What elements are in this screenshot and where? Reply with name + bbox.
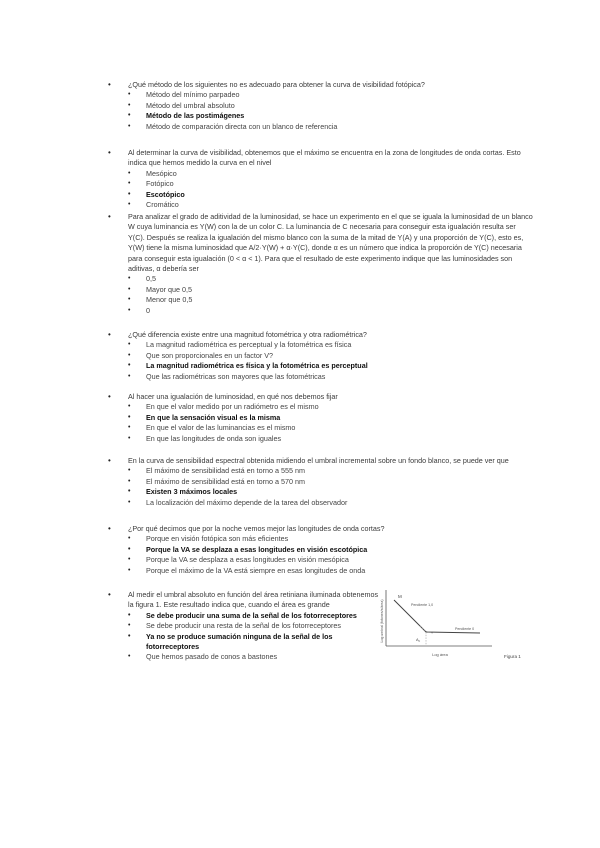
option-text: Método del umbral absoluto	[146, 100, 235, 110]
question-row	[108, 212, 533, 274]
question-text: ¿Qué método de los siguientes no es adecuado para obtener la curva de visibilidad fotópica?	[128, 80, 425, 89]
answer-option	[108, 361, 533, 371]
answer-option	[108, 477, 533, 487]
bullet-icon: •	[128, 91, 131, 99]
answer-option	[108, 190, 533, 200]
bullet-icon: •	[108, 456, 111, 465]
answer-option	[108, 295, 533, 305]
answer-option	[108, 90, 533, 100]
question-text: ¿Qué diferencia existe entre una magnitud fotométrica y otra radiométrica?	[128, 330, 367, 339]
answer-option	[108, 372, 533, 382]
threshold-area-plot	[380, 586, 540, 664]
x-axis-label: Log área	[432, 652, 448, 657]
option-list	[108, 466, 533, 508]
answer-option	[108, 423, 533, 433]
question-text: ¿Por qué decimos que por la noche vemos mejor las longitudes de onda cortas?	[128, 524, 385, 533]
option-text: Porque el máximo de la VA está siempre en esas longitudes de onda	[146, 565, 366, 575]
option-text: 0	[146, 305, 150, 315]
option-text: Se debe producir una resta de la señal de los fotorreceptores	[146, 621, 341, 631]
answer-option	[108, 434, 533, 444]
option-list	[108, 534, 533, 576]
bullet-icon: •	[128, 535, 131, 543]
bullet-icon: •	[108, 524, 111, 533]
option-text: 0,5	[146, 274, 156, 284]
option-text: Que son proporcionales en un factor V?	[146, 350, 274, 360]
bullet-icon: •	[108, 80, 111, 89]
option-list	[108, 611, 380, 663]
answer-option	[108, 200, 533, 210]
bullet-icon: •	[128, 434, 131, 442]
option-text: La magnitud radiométrica es física y la fotométrica es perceptual	[146, 361, 368, 371]
option-text: El máximo de sensibilidad está en torno a 555 nm	[146, 466, 306, 476]
option-text: Método de comparación directa con un blanco de referencia	[146, 121, 338, 131]
bullet-icon: •	[128, 424, 131, 432]
option-text: Mesópico	[146, 168, 177, 178]
answer-option	[108, 566, 533, 576]
m-label: M	[398, 594, 402, 599]
question-text: Al medir el umbral absoluto en función del área retiniana iluminada obtenemos la figura 1. Este resultado indica que, cuando el área es grande	[128, 590, 379, 610]
option-text: Porque la VA se desplaza a esas longitudes en visión escotópica	[146, 544, 368, 554]
answer-option	[108, 545, 533, 555]
bullet-icon: •	[108, 212, 111, 221]
bullet-icon: •	[128, 545, 131, 553]
figure-1	[380, 586, 540, 664]
answer-option	[108, 555, 533, 565]
answer-option	[108, 487, 533, 497]
bullet-icon: •	[128, 498, 131, 506]
bullet-icon: •	[128, 169, 131, 177]
bullet-icon: •	[128, 566, 131, 574]
question-block	[108, 330, 533, 382]
question-block	[108, 524, 533, 576]
bullet-icon: •	[108, 590, 111, 599]
question-block	[108, 392, 533, 444]
option-list	[108, 90, 533, 132]
ac-label: $A_c$	[416, 637, 421, 643]
option-text: En que el valor de las luminancias es el mismo	[146, 423, 296, 433]
bullet-icon: •	[128, 341, 131, 349]
bullet-icon: •	[128, 632, 131, 640]
option-text: La localización del máximo depende de la tarea del observador	[146, 497, 348, 507]
option-text: Que las radiométricas son mayores que las fotométricas	[146, 371, 326, 381]
bullet-icon: •	[128, 296, 131, 304]
answer-option	[108, 169, 533, 179]
answer-option	[108, 285, 533, 295]
bullet-icon: •	[128, 362, 131, 370]
bullet-icon: •	[128, 285, 131, 293]
option-text: Porque la VA se desplaza a esas longitudes en visión mesópica	[146, 555, 349, 565]
bullet-icon: •	[128, 556, 131, 564]
bullet-icon: •	[128, 306, 131, 314]
option-text: Menor que 0,5	[146, 295, 193, 305]
bullet-icon: •	[128, 477, 131, 485]
question-block	[108, 590, 380, 663]
bullet-icon: •	[128, 467, 131, 475]
option-text: Ya no se produce sumación ninguna de la señal de los fotorreceptores	[146, 631, 333, 652]
option-text: Fotópico	[146, 179, 174, 189]
option-list	[108, 274, 533, 316]
bullet-icon: •	[128, 351, 131, 359]
answer-option	[108, 621, 380, 631]
option-text: Cromático	[146, 200, 179, 210]
answer-option	[108, 466, 533, 476]
answer-option	[108, 652, 380, 662]
bullet-icon: •	[128, 275, 131, 283]
question-text: Para analizar el grado de aditividad de la luminosidad, se hace un experimento en el que se iguala la luminosidad de un blanco W cuya luminancia es Y(W) con la de un color C. La luminancia de C necesaria para conseguir esta igualación resulta ser Y(C). Después se realiza la igualación del mismo blanco con la suma de la mitad de Y(A) y una proporción de Y(C), esto es, Y(W) tiene la misma luminosidad que A/2·Y(W) + α·Y(C), donde α es un número que indica la proporción de Y(C) necesaria para conseguir esta igualación (0 < α < 1). Para que el resultado de este experimento indique que las luminosidades son aditivas, α debería ser	[128, 212, 533, 274]
option-list	[108, 169, 533, 211]
answer-option	[108, 611, 380, 621]
question-block	[108, 148, 533, 210]
bullet-icon: •	[128, 180, 131, 188]
option-list	[108, 340, 533, 382]
bullet-icon: •	[128, 190, 131, 198]
answer-option	[108, 402, 533, 412]
bullet-icon: •	[128, 488, 131, 496]
bullet-icon: •	[128, 653, 131, 661]
answer-option	[108, 498, 533, 508]
question-block	[108, 212, 533, 316]
answer-option	[108, 274, 533, 284]
question-row	[108, 392, 533, 402]
answer-option	[108, 179, 533, 189]
bullet-icon: •	[128, 413, 131, 421]
question-block	[108, 80, 533, 132]
figure-caption: Figura 1	[504, 654, 521, 659]
question-text: Al hacer una igualación de luminosidad, en qué nos debemos fijar	[128, 392, 338, 401]
option-text: Que hemos pasado de conos a bastones	[146, 652, 278, 662]
question-row	[108, 330, 533, 340]
answer-option	[108, 122, 533, 132]
option-text: Se debe producir una suma de la señal de los fotorreceptores	[146, 610, 357, 620]
answer-option	[108, 413, 533, 423]
answer-option	[108, 632, 380, 653]
option-text: La magnitud radiométrica es perceptual y la fotométrica es física	[146, 340, 352, 350]
option-text: Porque en visión fotópica son más eficientes	[146, 534, 289, 544]
bullet-icon: •	[128, 201, 131, 209]
bullet-icon: •	[128, 611, 131, 619]
bullet-icon: •	[128, 372, 131, 380]
bullet-icon: •	[128, 112, 131, 120]
option-text: Método del mínimo parpadeo	[146, 90, 240, 100]
question-text: Al determinar la curva de visibilidad, obtenemos que el máximo se encuentra en la zona de longitudes de onda cortas. Esto indica que hemos medido la curva en el nivel	[128, 148, 521, 168]
option-text: El máximo de sensibilidad está en torno a 570 nm	[146, 476, 306, 486]
question-row	[108, 524, 533, 534]
bullet-icon: •	[128, 101, 131, 109]
option-text: Método de las postimágenes	[146, 111, 245, 121]
slope0-label: Pendiente 0	[455, 627, 475, 631]
answer-option	[108, 340, 533, 350]
bullet-icon: •	[108, 148, 111, 157]
option-text: En que las longitudes de onda son iguales	[146, 433, 282, 443]
bullet-icon: •	[128, 122, 131, 130]
bullet-icon: •	[108, 392, 111, 401]
question-row	[108, 148, 533, 169]
slope1-label: Pendiente 1,0	[411, 603, 434, 607]
answer-option	[108, 111, 533, 121]
y-axis-label: Log umbral (fotones/s/área)	[380, 599, 384, 643]
question-row	[108, 80, 533, 90]
question-row	[108, 590, 380, 611]
bullet-icon: •	[108, 330, 111, 339]
option-text: Escotópico	[146, 189, 185, 199]
option-text: Mayor que 0,5	[146, 284, 192, 294]
bullet-icon: •	[128, 403, 131, 411]
bullet-icon: •	[128, 622, 131, 630]
question-text: En la curva de sensibilidad espectral obtenida midiendo el umbral incremental sobre un fondo blanco, se puede ver que	[128, 456, 509, 465]
answer-option	[108, 306, 533, 316]
option-text: En que el valor medido por un radiómetro es el mismo	[146, 402, 319, 412]
answer-option	[108, 101, 533, 111]
option-list	[108, 402, 533, 444]
option-text: Existen 3 máximos locales	[146, 487, 238, 497]
question-block	[108, 456, 533, 508]
option-text: En que la sensación visual es la misma	[146, 412, 281, 422]
answer-option	[108, 534, 533, 544]
question-row	[108, 456, 533, 466]
answer-option	[108, 351, 533, 361]
